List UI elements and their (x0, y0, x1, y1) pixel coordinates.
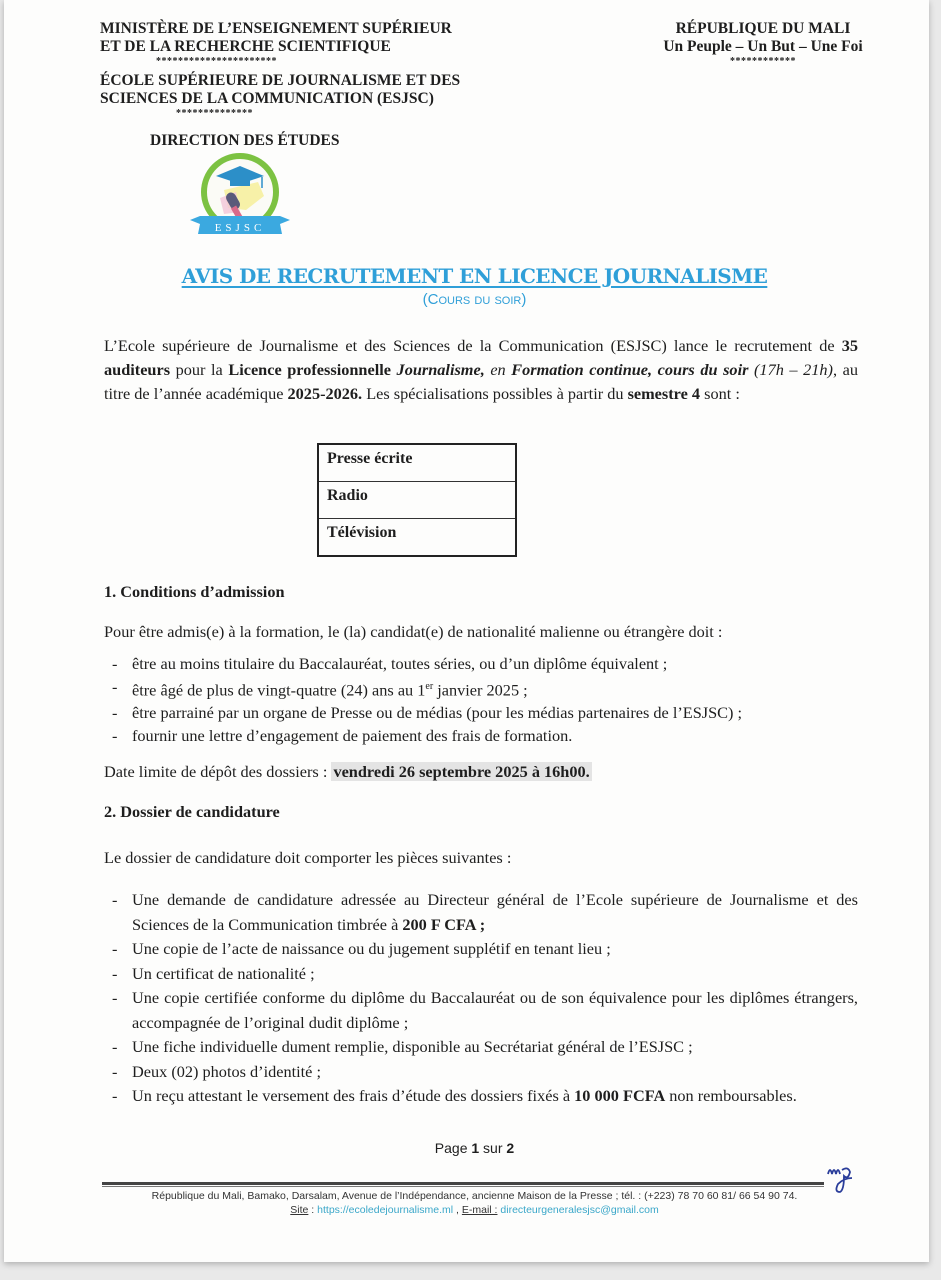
superscript: er (425, 681, 434, 692)
specialization-cell: Radio (318, 482, 516, 519)
logo-text: ESJSC (214, 222, 266, 234)
current-page: 1 (471, 1140, 480, 1156)
footer-divider (102, 1182, 824, 1185)
deadline-label: Date limite de dépôt des dossiers : (104, 762, 332, 781)
training-mode: Formation continue, cours du soir (511, 360, 749, 379)
ministry-header (100, 20, 480, 120)
text: L’Ecole supérieure de Journalisme et des Sciences de la Communication (ESJSC) lance le recrutement de (104, 336, 842, 355)
page-title: AVIS DE RECRUTEMENT EN LICENCE JOURNALISME (181, 264, 768, 288)
total-pages: 2 (506, 1140, 515, 1156)
text: sont : (700, 384, 740, 403)
stamp-fee: 200 F CFA ; (402, 914, 486, 934)
list-item (104, 675, 858, 701)
logo-icon (184, 152, 296, 242)
degree-field: Journalisme, (396, 360, 485, 379)
text: sur (479, 1140, 507, 1156)
text: Page (434, 1140, 472, 1156)
list-item: - fournir une lettre d’engagement de paiement des frais de formation. (104, 724, 858, 747)
admission-lead: Pour être admis(e) à la formation, le (la) candidat(e) de nationalité malienne ou étrangère doit : (104, 622, 723, 641)
esjsc-logo (184, 152, 296, 242)
application-documents (104, 888, 858, 1109)
republic-name: RÉPUBLIQUE DU MALI (675, 20, 851, 37)
academic-year: 2025-2026. (287, 384, 363, 403)
text: en (484, 360, 512, 379)
text: Les spécialisations possibles à partir du (362, 384, 628, 403)
specializations-table (317, 443, 517, 557)
footer-address: République du Mali, Bamako, Darsalam, Avenue de l’Indépendance, ancienne Maison de la Presse ; tél. : (+223) 78 70 60 81/ 66 54 90 74. (151, 1190, 798, 1202)
list-item: - Deux (02) photos d’identité ; (104, 1060, 858, 1085)
table-row (318, 519, 516, 557)
text: , au titre de l’année académique (104, 360, 858, 403)
page-indicator (4, 1140, 941, 1156)
class-hours: (17h – 21h) (748, 360, 833, 379)
republic-header (648, 20, 878, 68)
specialization-cell: Presse écrite (318, 444, 516, 482)
separator-stars: ********************** (156, 56, 277, 67)
table-row (318, 444, 516, 482)
deadline-line (104, 760, 858, 784)
ministry-line-1: MINISTÈRE DE L’ENSEIGNEMENT SUPÉRIEUR (100, 20, 452, 37)
section-heading-application: 2. Dossier de candidature (104, 802, 280, 821)
specialization-cell: Télévision (318, 519, 516, 557)
list-item: - Une fiche individuelle dument remplie, disponible au Secrétariat général de l’ESJSC ; (104, 1035, 858, 1060)
text: non remboursables. (665, 1086, 797, 1105)
file-fee: 10 000 FCFA (574, 1086, 666, 1105)
separator-stars: ************ (730, 56, 796, 67)
direction-label: DIRECTION DES ÉTUDES (150, 132, 340, 149)
application-lead: Le dossier de candidature doit comporter les pièces suivantes : (104, 848, 512, 867)
page-subtitle: (Cours du soir) (422, 291, 527, 308)
list-item: - Une copie de l’acte de naissance ou du jugement supplétif en tenant lieu ; (104, 937, 858, 962)
admission-conditions (104, 652, 858, 747)
list-item: - Un certificat de nationalité ; (104, 962, 858, 987)
list-item: - être au moins titulaire du Baccalauréat, toutes séries, ou d’un diplôme équivalent ; (104, 652, 858, 675)
footer-contacts: Site : https://ecoledejournalisme.ml , E-mail : directeurgeneralesjsc@gmail.com (290, 1204, 659, 1216)
document-page (4, 0, 929, 1262)
text: pour la (170, 360, 229, 379)
list-item: - être parrainé par un organe de Presse ou de médias (pour les médias partenaires de l’ESJSC) ; (104, 701, 858, 724)
text: Une demande de candidature adressée au Directeur général de l’Ecole supérieure de Journalisme et des Sciences de la Communication timbrée à (132, 890, 858, 934)
list-item: - Une copie certifiée conforme du diplôme du Baccalauréat ou de son équivalence pour les diplômes étrangers, accompagnée de l’original dudit diplôme ; (104, 986, 858, 1035)
semester: semestre 4 (627, 384, 701, 403)
email-link[interactable]: directeurgeneralesjsc@gmail.com (500, 1204, 659, 1216)
text: être âgé de plus de vingt-quatre (24) ans au 1 (132, 680, 426, 700)
table-row (318, 482, 516, 519)
separator-stars: ************** (176, 108, 253, 119)
text: Un reçu attestant le versement des frais d’étude des dossiers fixés à (132, 1086, 575, 1105)
site-label: Site (290, 1204, 309, 1216)
footer-divider (102, 1186, 824, 1187)
website-link[interactable]: https://ecoledejournalisme.ml (317, 1204, 454, 1216)
text: janvier 2025 ; (433, 680, 528, 700)
list-item (104, 888, 858, 937)
email-label: E-mail : (461, 1204, 498, 1216)
school-line-1: ÉCOLE SUPÉRIEURE DE JOURNALISME ET DES (100, 72, 461, 89)
intro-paragraph (104, 334, 858, 406)
ministry-line-2: ET DE LA RECHERCHE SCIENTIFIQUE (100, 38, 391, 55)
degree-name: Licence professionnelle (228, 360, 397, 379)
deadline-value: vendredi 26 septembre 2025 à 16h00. (333, 762, 590, 781)
republic-motto: Un Peuple – Un But – Une Foi (663, 38, 863, 55)
list-item (104, 1084, 858, 1109)
auditor-count: 35 auditeurs (104, 336, 858, 379)
section-heading-admission: 1. Conditions d’admission (104, 582, 285, 601)
school-line-2: SCIENCES DE LA COMMUNICATION (ESJSC) (100, 90, 434, 107)
